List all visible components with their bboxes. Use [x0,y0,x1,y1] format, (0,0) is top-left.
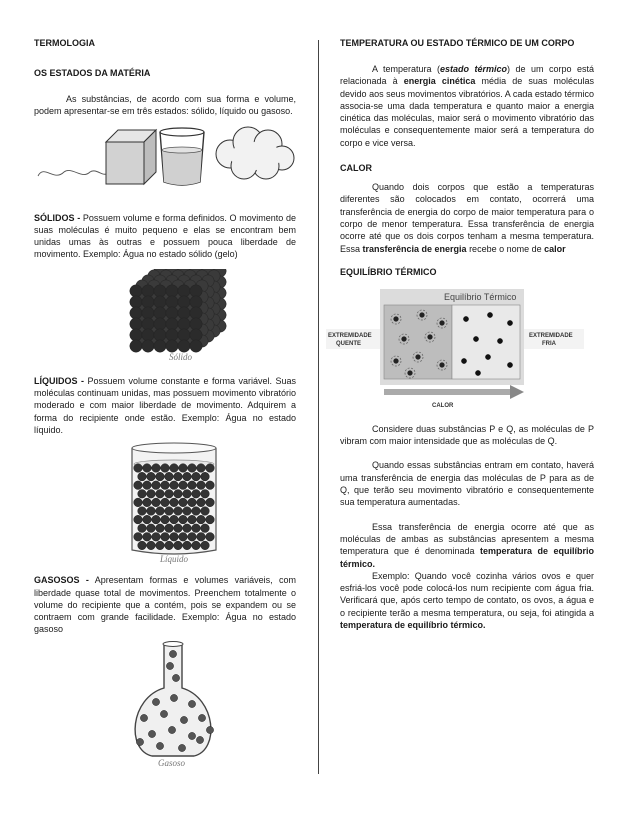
liquid-molecule [206,516,215,525]
solid-molecule [178,318,190,330]
liquid-molecule [152,498,161,507]
page-title: TERMOLOGIA [34,38,95,48]
hot-molecule [408,370,413,375]
solid-molecule [166,307,178,319]
right-column [328,38,594,631]
gas-illustration [34,640,296,768]
solid-molecule [154,285,166,297]
hot-molecule [402,336,407,341]
liquid-molecule [147,490,156,499]
liquid-molecule [201,507,210,516]
liquid-molecule [134,481,143,490]
liquid-molecule [197,498,206,507]
liquid-molecule [156,507,165,516]
liquid-molecule [152,533,161,542]
solid-molecule [154,329,166,341]
temperature-heading: TEMPERATURA OU ESTADO TÉRMICO DE UM CORPO [340,38,575,48]
liquid-molecule [138,490,147,499]
liquid-molecule [206,464,215,473]
cold-molecule [473,336,478,341]
gases-lead: GASOSOS - [34,575,89,586]
liquid-molecule [147,524,156,533]
gas-molecule [136,738,143,745]
solid-molecule [190,307,202,319]
hot-molecule [394,316,399,321]
liquid-molecule [174,524,183,533]
solid-molecule [166,296,178,308]
thermal-equilibrium-diagram [326,289,596,411]
solid-illustration [34,269,296,365]
liquid-molecule [138,473,147,482]
gas-molecule [188,700,195,707]
solid-molecule [190,318,202,330]
gas-molecule [188,732,195,739]
liquid-molecule [206,533,215,542]
solid-molecule [142,307,154,319]
liquid-molecule [152,481,161,490]
liquid-molecule [206,498,215,507]
solid-molecule [142,296,154,308]
liquid-molecule [161,464,170,473]
liquid-molecule [201,524,210,533]
liquid-molecule [161,481,170,490]
liquid-molecule [165,490,174,499]
cold-molecule [475,370,480,375]
solid-caption: Sólido [169,351,193,362]
solid-molecule [130,329,142,341]
liquid-molecule [170,498,179,507]
liquids-paragraph [34,375,296,436]
solid-molecule [178,340,190,352]
liquid-molecule [197,481,206,490]
liquid-molecule [174,507,183,516]
gas-molecule [148,730,155,737]
liquid-molecule [156,524,165,533]
diagram-title: Equilíbrio Térmico [444,291,517,302]
heat-heading: CALOR [340,163,372,174]
gas-molecule [156,742,163,749]
temperature-paragraph: A temperatura (estado térmico) de um corpo está relacionada à energia cinética média de suas moléculas devido aos seus movimentos vibratórios. A cada estado térmico associa-se uma dada temperatura e quanto maior a energia cinética das moléculas, maior será o movimento vibratório das moléculas e consequentemente maior será a temperatura do corpo e vice versa. [340,64,594,148]
liquid-molecule [165,473,174,482]
liquid-molecule [197,516,206,525]
cold-molecule [485,354,490,359]
liquid-molecule [179,464,188,473]
cold-molecule [487,312,492,317]
gas-molecule [170,694,177,701]
solid-molecule [142,318,154,330]
liquid-molecule [183,524,192,533]
solid-molecule [190,340,202,352]
liquid-molecule [143,533,152,542]
liquid-molecule [188,481,197,490]
liquid-molecule [161,498,170,507]
liquid-molecule [134,516,143,525]
gas-molecule [166,662,173,669]
hot-end-label-2: QUENTE [336,340,362,347]
liquid-molecule [206,481,215,490]
hot-molecule [440,362,445,367]
solid-molecule [190,296,202,308]
solid-molecule [178,296,190,308]
states-intro: As substâncias, de acordo com sua forma e volume, podem apresentar-se em três estados: sólido, líquido ou gasoso. [34,94,296,117]
hot-molecule [428,334,433,339]
liquid-molecule [183,473,192,482]
liquid-molecule [134,533,143,542]
liquid-molecule [174,541,183,550]
liquid-molecule [165,541,174,550]
liquid-molecule [174,490,183,499]
liquid-molecule [134,498,143,507]
liquid-molecule [201,541,210,550]
gas-molecule [172,674,179,681]
equilibrium-paragraph-4: Exemplo: Quando você cozinha vários ovos e quer esfriá-los você pode colocá-los num recipiente com água fria. Verificará que, após certo tempo de contato, os ovos, a água e o recipiente terão a mesma temperatura, ou seja, foi atingida a temperatura de equilíbrio térmico. [340,570,594,631]
hot-block [384,305,452,379]
solid-molecule [142,285,154,297]
solid-molecule [154,340,166,352]
liquid-molecule [188,516,197,525]
liquids-text: Possuem volume constante e forma variável. Suas moléculas continuam unidas, mas possuem movimento vibratório moderado e com maior liberdade de movimento. Adquirem a forma do recipiente onde estão. Exemplo: Água no estado líquido. [34,375,297,435]
equilibrium-heading: EQUILÍBRIO TÉRMICO [340,266,437,277]
liquid-molecule [179,533,188,542]
liquid-molecule [138,524,147,533]
liquid-molecule [134,464,143,473]
liquid-molecule [192,473,201,482]
hot-molecule [416,354,421,359]
gas-molecule [140,714,147,721]
ice-cube-icon [106,130,156,184]
hot-molecule [394,358,399,363]
solid-molecule [154,307,166,319]
solid-molecule [130,318,142,330]
liquid-molecule [143,481,152,490]
liquid-molecule [201,473,210,482]
solid-molecule [166,340,178,352]
solids-paragraph [34,212,296,261]
ice-melt-trail [38,170,106,176]
liquid-molecule [138,541,147,550]
solid-molecule [190,329,202,341]
solid-molecule [190,285,202,297]
liquid-molecule [161,516,170,525]
solid-molecules [130,269,226,352]
liquid-molecule [174,473,183,482]
liquid-molecule [156,490,165,499]
gas-caption: Gasoso [158,757,186,768]
steam-cloud-icon [216,127,294,179]
solids-text: Possuem volume e forma definidos. O movimento de suas moléculas é muito pequeno e elas se encontram bem unidas umas às outras e possuem pouca liberdade de movimento. Exemplo: Água no estado sólido (gelo) [34,212,296,260]
states-illustration [34,120,296,198]
gas-molecule [206,726,213,733]
cold-molecule [507,362,512,367]
liquid-molecule [179,481,188,490]
heat-flow-arrow [384,385,524,399]
liquid-molecule [197,464,206,473]
liquid-molecule [188,533,197,542]
cold-block [452,305,520,379]
gas-molecule [168,726,175,733]
liquid-molecule [152,516,161,525]
gas-molecule [160,710,167,717]
solid-molecule [166,329,178,341]
liquid-molecule [165,507,174,516]
liquid-molecule [188,498,197,507]
liquid-molecule [183,490,192,499]
gas-molecule [169,650,176,657]
liquid-molecule [170,464,179,473]
solid-molecule [142,340,154,352]
column-divider [318,40,319,774]
gas-molecule [198,714,205,721]
liquid-molecule [156,541,165,550]
states-heading: OS ESTADOS DA MATÉRIA [34,68,151,78]
equilibrium-paragraph-1: Considere duas substâncias P e Q, as moléculas de P vibram com maior intensidade que as moléculas de Q. [340,423,594,447]
liquid-molecules [134,464,215,550]
solid-molecule [130,285,142,297]
cold-molecule [497,338,502,343]
gas-molecule [178,744,185,751]
liquid-molecule [201,490,210,499]
liquid-molecule [188,464,197,473]
gas-molecule [196,736,203,743]
solid-molecule [130,296,142,308]
liquid-molecule [170,481,179,490]
liquid-molecule [165,524,174,533]
liquids-lead: LÍQUIDOS - [34,375,84,386]
glass-of-water-icon [160,128,204,185]
liquid-molecule [147,507,156,516]
liquid-molecule [147,541,156,550]
solids-lead: SÓLIDOS - [34,212,81,223]
liquid-molecule [143,498,152,507]
liquid-caption: Líquido [160,554,189,565]
solid-molecule [166,285,178,297]
liquid-molecule [156,473,165,482]
solid-molecule [178,329,190,341]
liquid-molecule [192,541,201,550]
solid-molecule [166,318,178,330]
solid-molecule [142,329,154,341]
solid-molecule [130,307,142,319]
liquid-molecule [179,516,188,525]
liquid-illustration [34,440,296,564]
equilibrium-paragraph-3: Essa transferência de energia ocorre até que as moléculas de ambas as substâncias apresentem a mesma temperatura que é denominada temperatura de equilíbrio térmico. [340,521,594,569]
liquid-molecule [147,473,156,482]
cold-molecule [461,358,466,363]
cold-end-label-2: FRIA [542,340,556,347]
solid-molecule [154,318,166,330]
liquid-molecule [197,533,206,542]
gases-paragraph [34,574,296,635]
left-column [34,38,296,768]
liquid-molecule [170,516,179,525]
liquid-molecule [183,541,192,550]
liquid-molecule [152,464,161,473]
heat-arrow-label: CALOR [432,402,454,409]
liquid-molecule [192,490,201,499]
cold-molecule [507,320,512,325]
heat-paragraph: Quando dois corpos que estão a temperaturas diferentes são colocados em contato, ocorrerá uma transferência de energia do corpo de maior temperatura para o corpo de menor temperatura. Essa transferência de energia ocorre até que os dois corpos tenham a mesma temperatura. Essa transferência de energia recebe o nome de calor [340,182,594,254]
gas-molecule [152,698,159,705]
hot-end-label-1: EXTREMIDADE [328,332,372,339]
liquid-molecule [192,524,201,533]
cold-end-label-1: EXTREMIDADE [529,332,573,339]
liquid-molecule [161,533,170,542]
liquid-molecule [138,507,147,516]
solid-molecule [178,307,190,319]
liquid-molecule [143,464,152,473]
solid-molecule [154,296,166,308]
hot-molecule [420,312,425,317]
solid-molecule [178,285,190,297]
liquid-molecule [143,516,152,525]
gas-molecule [180,716,187,723]
solid-molecule [130,340,142,352]
liquid-molecule [192,507,201,516]
liquid-molecule [170,533,179,542]
gases-text: Apresentam formas e volumes variáveis, com liberdade quase total de movimentos. Preenchem totalmente o volume do recipiente que a contém, pois se expandem ou se contraem com grande facilidade. Exemplo: Água no estado gasoso [34,575,296,635]
liquid-molecule [179,498,188,507]
equilibrium-paragraph-2: Quando essas substâncias entram em contato, haverá uma transferência de energia das moléculas de P para as de Q, que terão seu movimento vibratório e consequentemente sua temperatura aumentadas. [340,460,594,508]
liquid-molecule [183,507,192,516]
hot-molecule [440,320,445,325]
cold-molecule [463,316,468,321]
